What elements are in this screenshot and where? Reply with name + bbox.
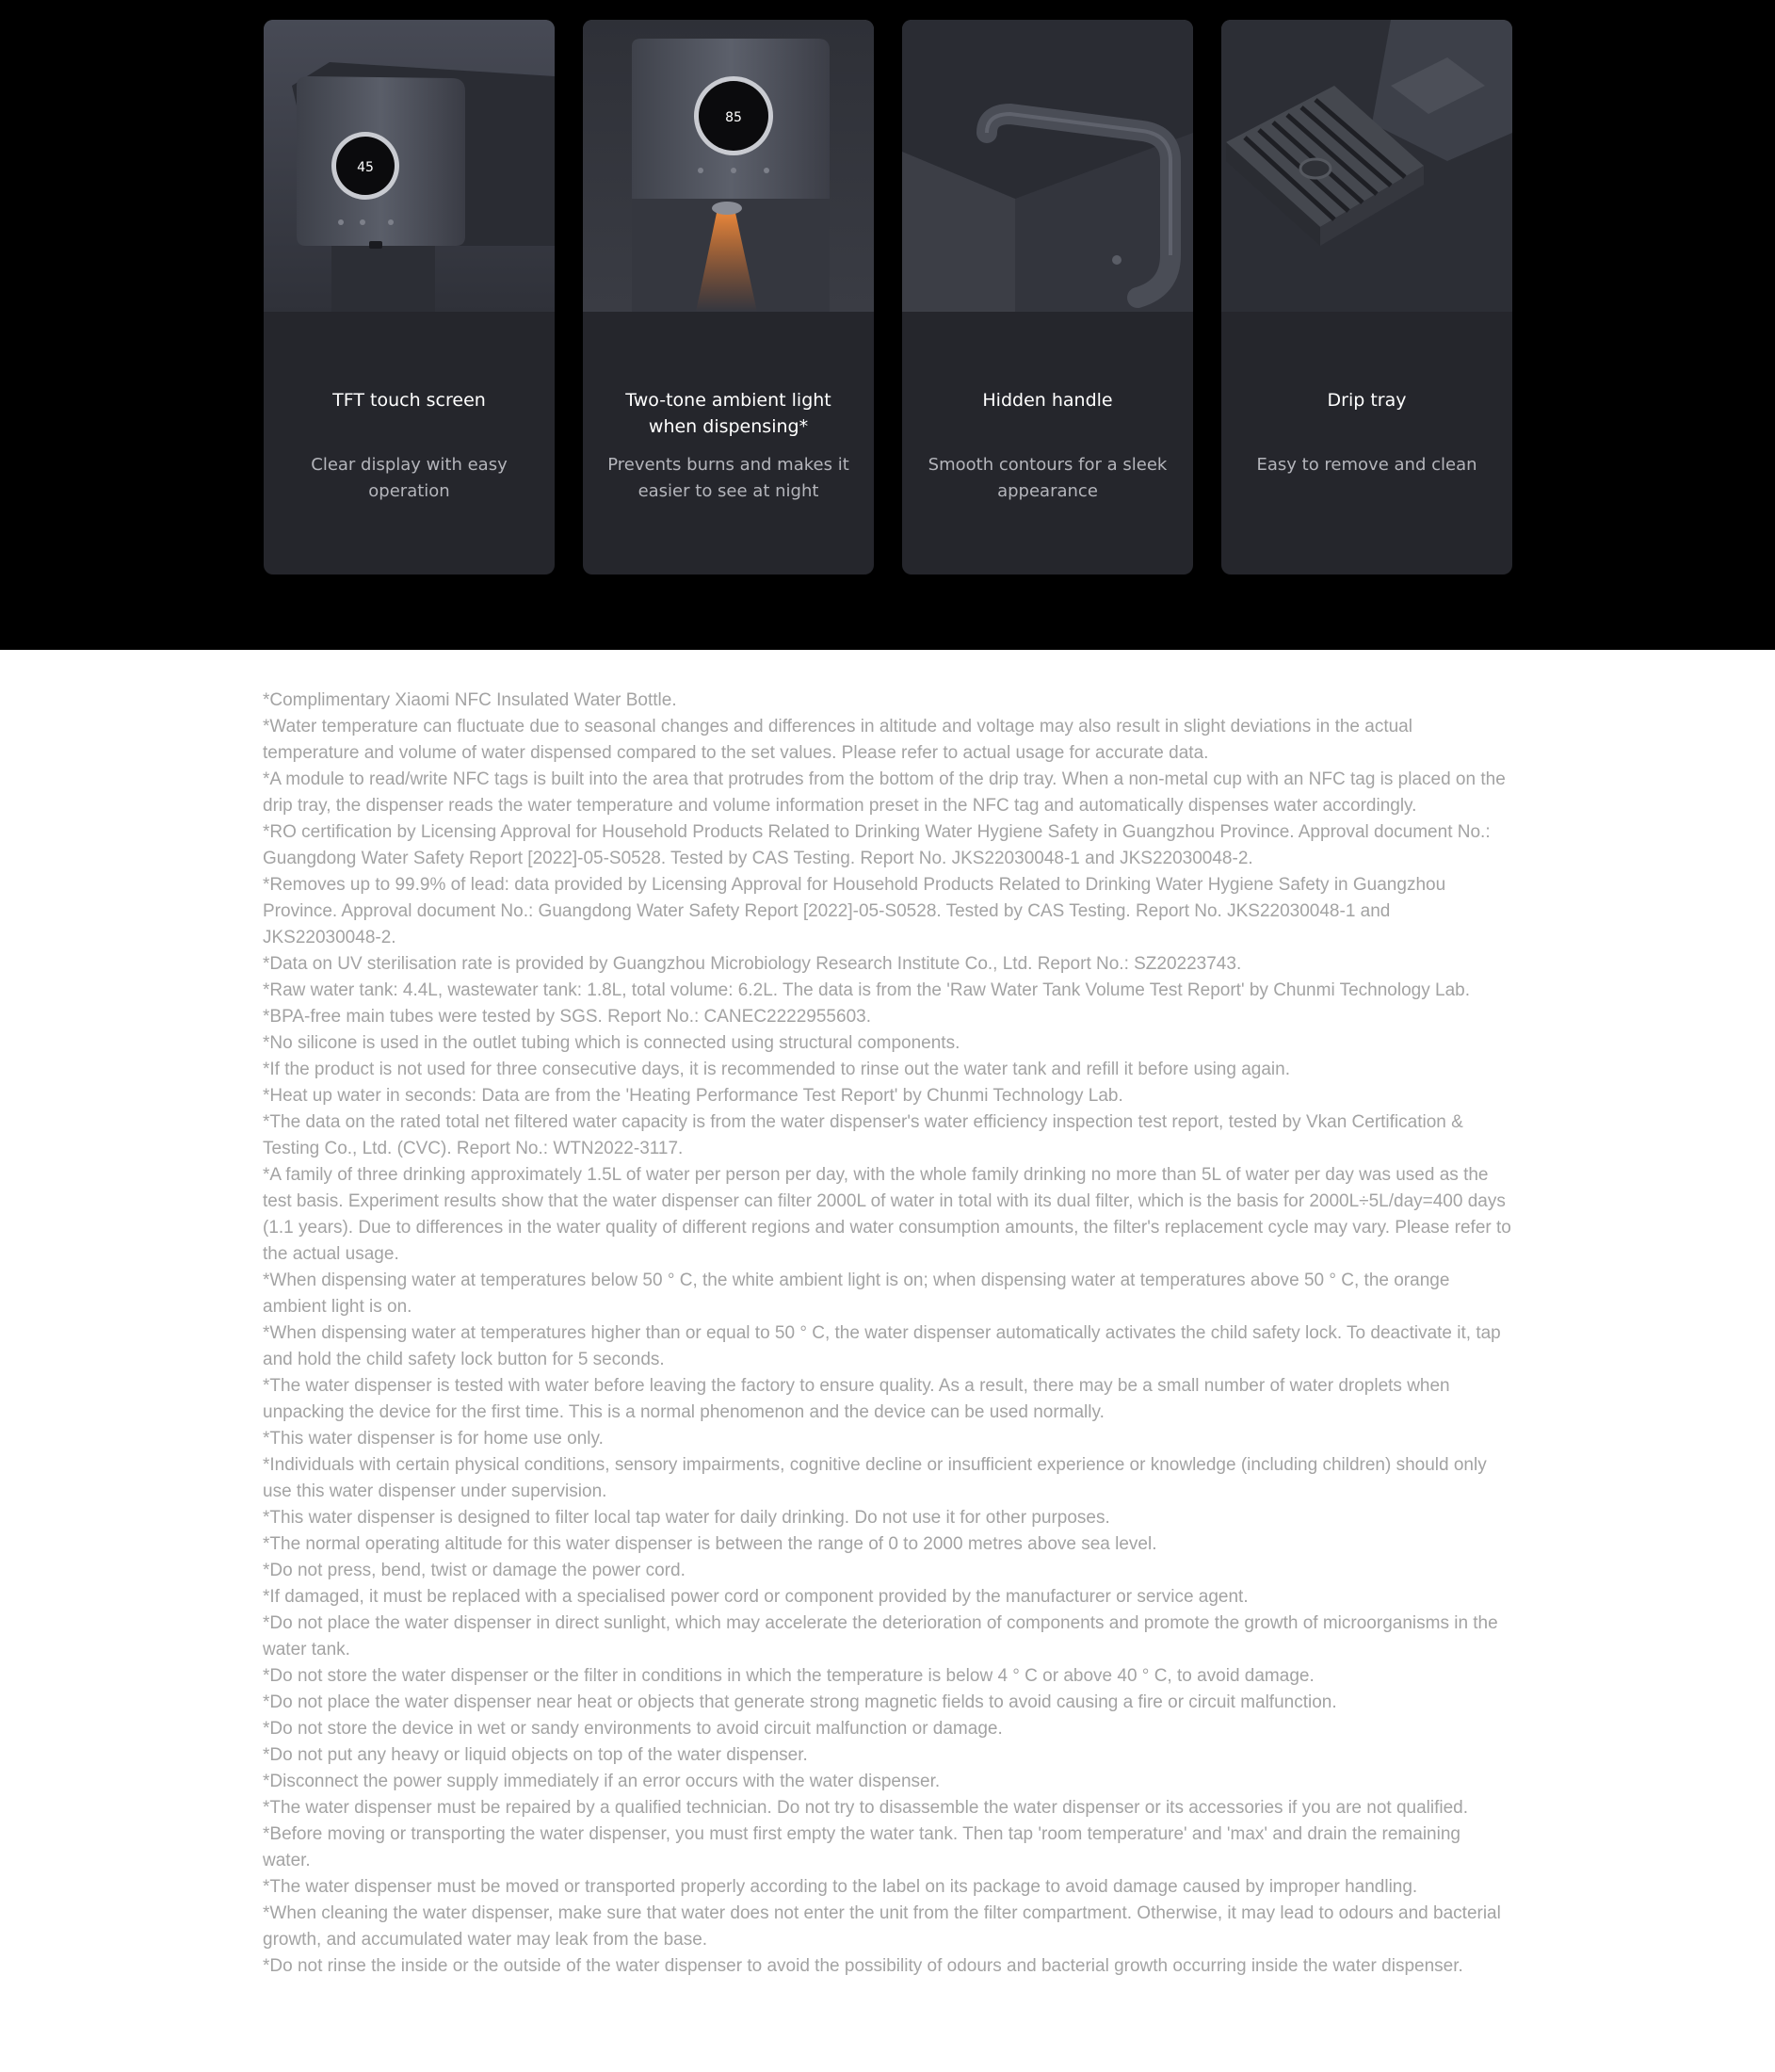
feature-card-tft-screen	[264, 20, 555, 575]
feature-card-drip-tray	[1221, 20, 1512, 575]
feature-card-ambient-light	[583, 20, 874, 575]
footnote: *The water dispenser must be moved or transported properly according to the label on its package to avoid damage caused by improper handling.	[263, 1877, 1418, 1897]
tft-screen-readout: 45	[357, 160, 374, 175]
footnote: *Removes up to 99.9% of lead: data provided by Licensing Approval for Household Products Related to Drinking Water Hygiene Safety in Guangzhou Province. Approval document No.: Guangdong Water Safety Report [2022]-05-S0528. Tested by CAS Testing. Report No. JKS22030048-1 and JKS22030048-2.	[263, 875, 1446, 947]
footnotes-section	[263, 688, 1512, 2072]
feature-description: Easy to remove and clean	[1256, 455, 1477, 475]
footnote: *The normal operating altitude for this water dispenser is between the range of 0 to 2000 metres above sea level.	[263, 1534, 1157, 1554]
footnote: *Do not rinse the inside or the outside of the water dispenser to avoid the possibility of odours and bacterial growth occurring inside the water dispenser.	[263, 1956, 1463, 1976]
feature-title: Hidden handle	[982, 390, 1113, 411]
feature-card-hidden-handle	[902, 20, 1193, 575]
ambient-light-dispenser-image	[583, 20, 874, 312]
feature-description: Smooth contours for a sleek appearance	[928, 455, 1168, 501]
footnote: *Raw water tank: 4.4L, wastewater tank: 1.8L, total volume: 6.2L. The data is from the 'Raw Water Tank Volume Test Report' by Chunmi Technology Lab.	[263, 980, 1470, 1000]
footnote: *Before moving or transporting the water dispenser, you must first empty the water tank. Then tap 'room temperature' and 'max' and drain the remaining water.	[263, 1824, 1460, 1870]
footnote: *Individuals with certain physical conditions, sensory impairments, cognitive decline or insufficient experience or knowledge (including children) should only use this water dispenser under supervision.	[263, 1455, 1487, 1501]
feature-description: Clear display with easy operation	[311, 455, 508, 501]
footnote: *Water temperature can fluctuate due to seasonal changes and differences in altitude and voltage may also result in slight deviations in the actual temperature and volume of water dispensed compared to the set values. Please refer to actual usage for accurate data.	[263, 717, 1412, 763]
footnote: *This water dispenser is for home use only.	[263, 1429, 604, 1449]
feature-title: TFT touch screen	[332, 390, 486, 411]
footnote: *The data on the rated total net filtered water capacity is from the water dispenser's water efficiency inspection test report, tested by Vkan Certification & Testing Co., Ltd. (CVC). Report No.: WTN2022-3117.	[263, 1112, 1463, 1158]
footnote: *Complimentary Xiaomi NFC Insulated Water Bottle.	[263, 690, 677, 710]
feature-title: Drip tray	[1327, 390, 1407, 411]
footnote: *When dispensing water at temperatures higher than or equal to 50 ° C, the water dispenser automatically activates the child safety lock. To deactivate it, tap and hold the child safety lock button for 5 seconds.	[263, 1323, 1501, 1369]
footnote: *A family of three drinking approximately 1.5L of water per person per day, with the whole family drinking no more than 5L of water per day was used as the test basis. Experiment results show that the water dispenser can filter 2000L of water in total with its dual filter, which is the basis for 2000L÷5L/day=400 days (1.1 years). Due to differences in the water quality of different regions and water consumption amounts, the filter's replacement cycle may vary. Please refer to the actual usage.	[263, 1165, 1511, 1264]
footnote: *When cleaning the water dispenser, make sure that water does not enter the unit from the filter compartment. Otherwise, it may lead to odours and bacterial growth, and accumulated water may leak from the base.	[263, 1903, 1501, 1950]
footnote: *The water dispenser must be repaired by a qualified technician. Do not try to disassemble the water dispenser or its accessories if you are not qualified.	[263, 1798, 1468, 1818]
footnote: *If damaged, it must be replaced with a specialised power cord or component provided by the manufacturer or service agent.	[263, 1587, 1249, 1607]
feature-title: Two-tone ambient light when dispensing*	[625, 390, 831, 437]
footnote: *Do not press, bend, twist or damage the power cord.	[263, 1561, 686, 1580]
footnote: *If the product is not used for three consecutive days, it is recommended to rinse out the water tank and refill it before using again.	[263, 1060, 1290, 1079]
footnote: *Do not place the water dispenser in direct sunlight, which may accelerate the deterioration of components and promote the growth of microorganisms in the water tank.	[263, 1613, 1498, 1659]
footnote: *Disconnect the power supply immediately if an error occurs with the water dispenser.	[263, 1772, 941, 1791]
feature-description: Prevents burns and makes it easier to see at night	[607, 455, 849, 501]
footnote: *Do not store the device in wet or sandy environments to avoid circuit malfunction or damage.	[263, 1719, 1003, 1739]
footnote: *Do not place the water dispenser near heat or objects that generate strong magnetic fields to avoid causing a fire or circuit malfunction.	[263, 1692, 1337, 1712]
footnote: *When dispensing water at temperatures below 50 ° C, the white ambient light is on; when dispensing water at temperatures above 50 ° C, the orange ambient light is on.	[263, 1271, 1450, 1317]
footnote: *RO certification by Licensing Approval for Household Products Related to Drinking Water Hygiene Safety in Guangzhou Province. Approval document No.: Guangdong Water Safety Report [2022]-05-S0528. Tested by CAS Testing. Report No. JKS22030048-1 and JKS22030048-2.	[263, 822, 1491, 868]
footnote: *Heat up water in seconds: Data are from the 'Heating Performance Test Report' by Chunmi Technology Lab.	[263, 1086, 1123, 1106]
footnote: *No silicone is used in the outlet tubing which is connected using structural components.	[263, 1033, 960, 1053]
tft-screen-dispenser-image	[264, 20, 555, 312]
footnote: *Data on UV sterilisation rate is provided by Guangzhou Microbiology Research Institute Co., Ltd. Report No.: SZ20223743.	[263, 954, 1242, 974]
footnote: *This water dispenser is designed to filter local tap water for daily drinking. Do not use it for other purposes.	[263, 1508, 1110, 1528]
footnote: *BPA-free main tubes were tested by SGS. Report No.: CANEC2222955603.	[263, 1007, 871, 1027]
footnote: *A module to read/write NFC tags is built into the area that protrudes from the bottom of the drip tray. When a non-metal cup with an NFC tag is placed on the drip tray, the dispenser reads the water temperature and volume information preset in the NFC tag and automatically dispenses water accordingly.	[263, 769, 1506, 816]
feature-section	[0, 0, 1775, 650]
drip-tray-image	[1221, 20, 1512, 312]
footnote: *The water dispenser is tested with water before leaving the factory to ensure quality. As a result, there may be a small number of water droplets when unpacking the device for the first time. This is a normal phenomenon and the device can be used normally.	[263, 1376, 1450, 1422]
ambient-screen-readout: 85	[725, 110, 742, 125]
footnote: *Do not put any heavy or liquid objects on top of the water dispenser.	[263, 1745, 808, 1765]
hidden-handle-image	[902, 20, 1193, 312]
footnote: *Do not store the water dispenser or the filter in conditions in which the temperature is below 4 ° C or above 40 ° C, to avoid damage.	[263, 1666, 1315, 1686]
